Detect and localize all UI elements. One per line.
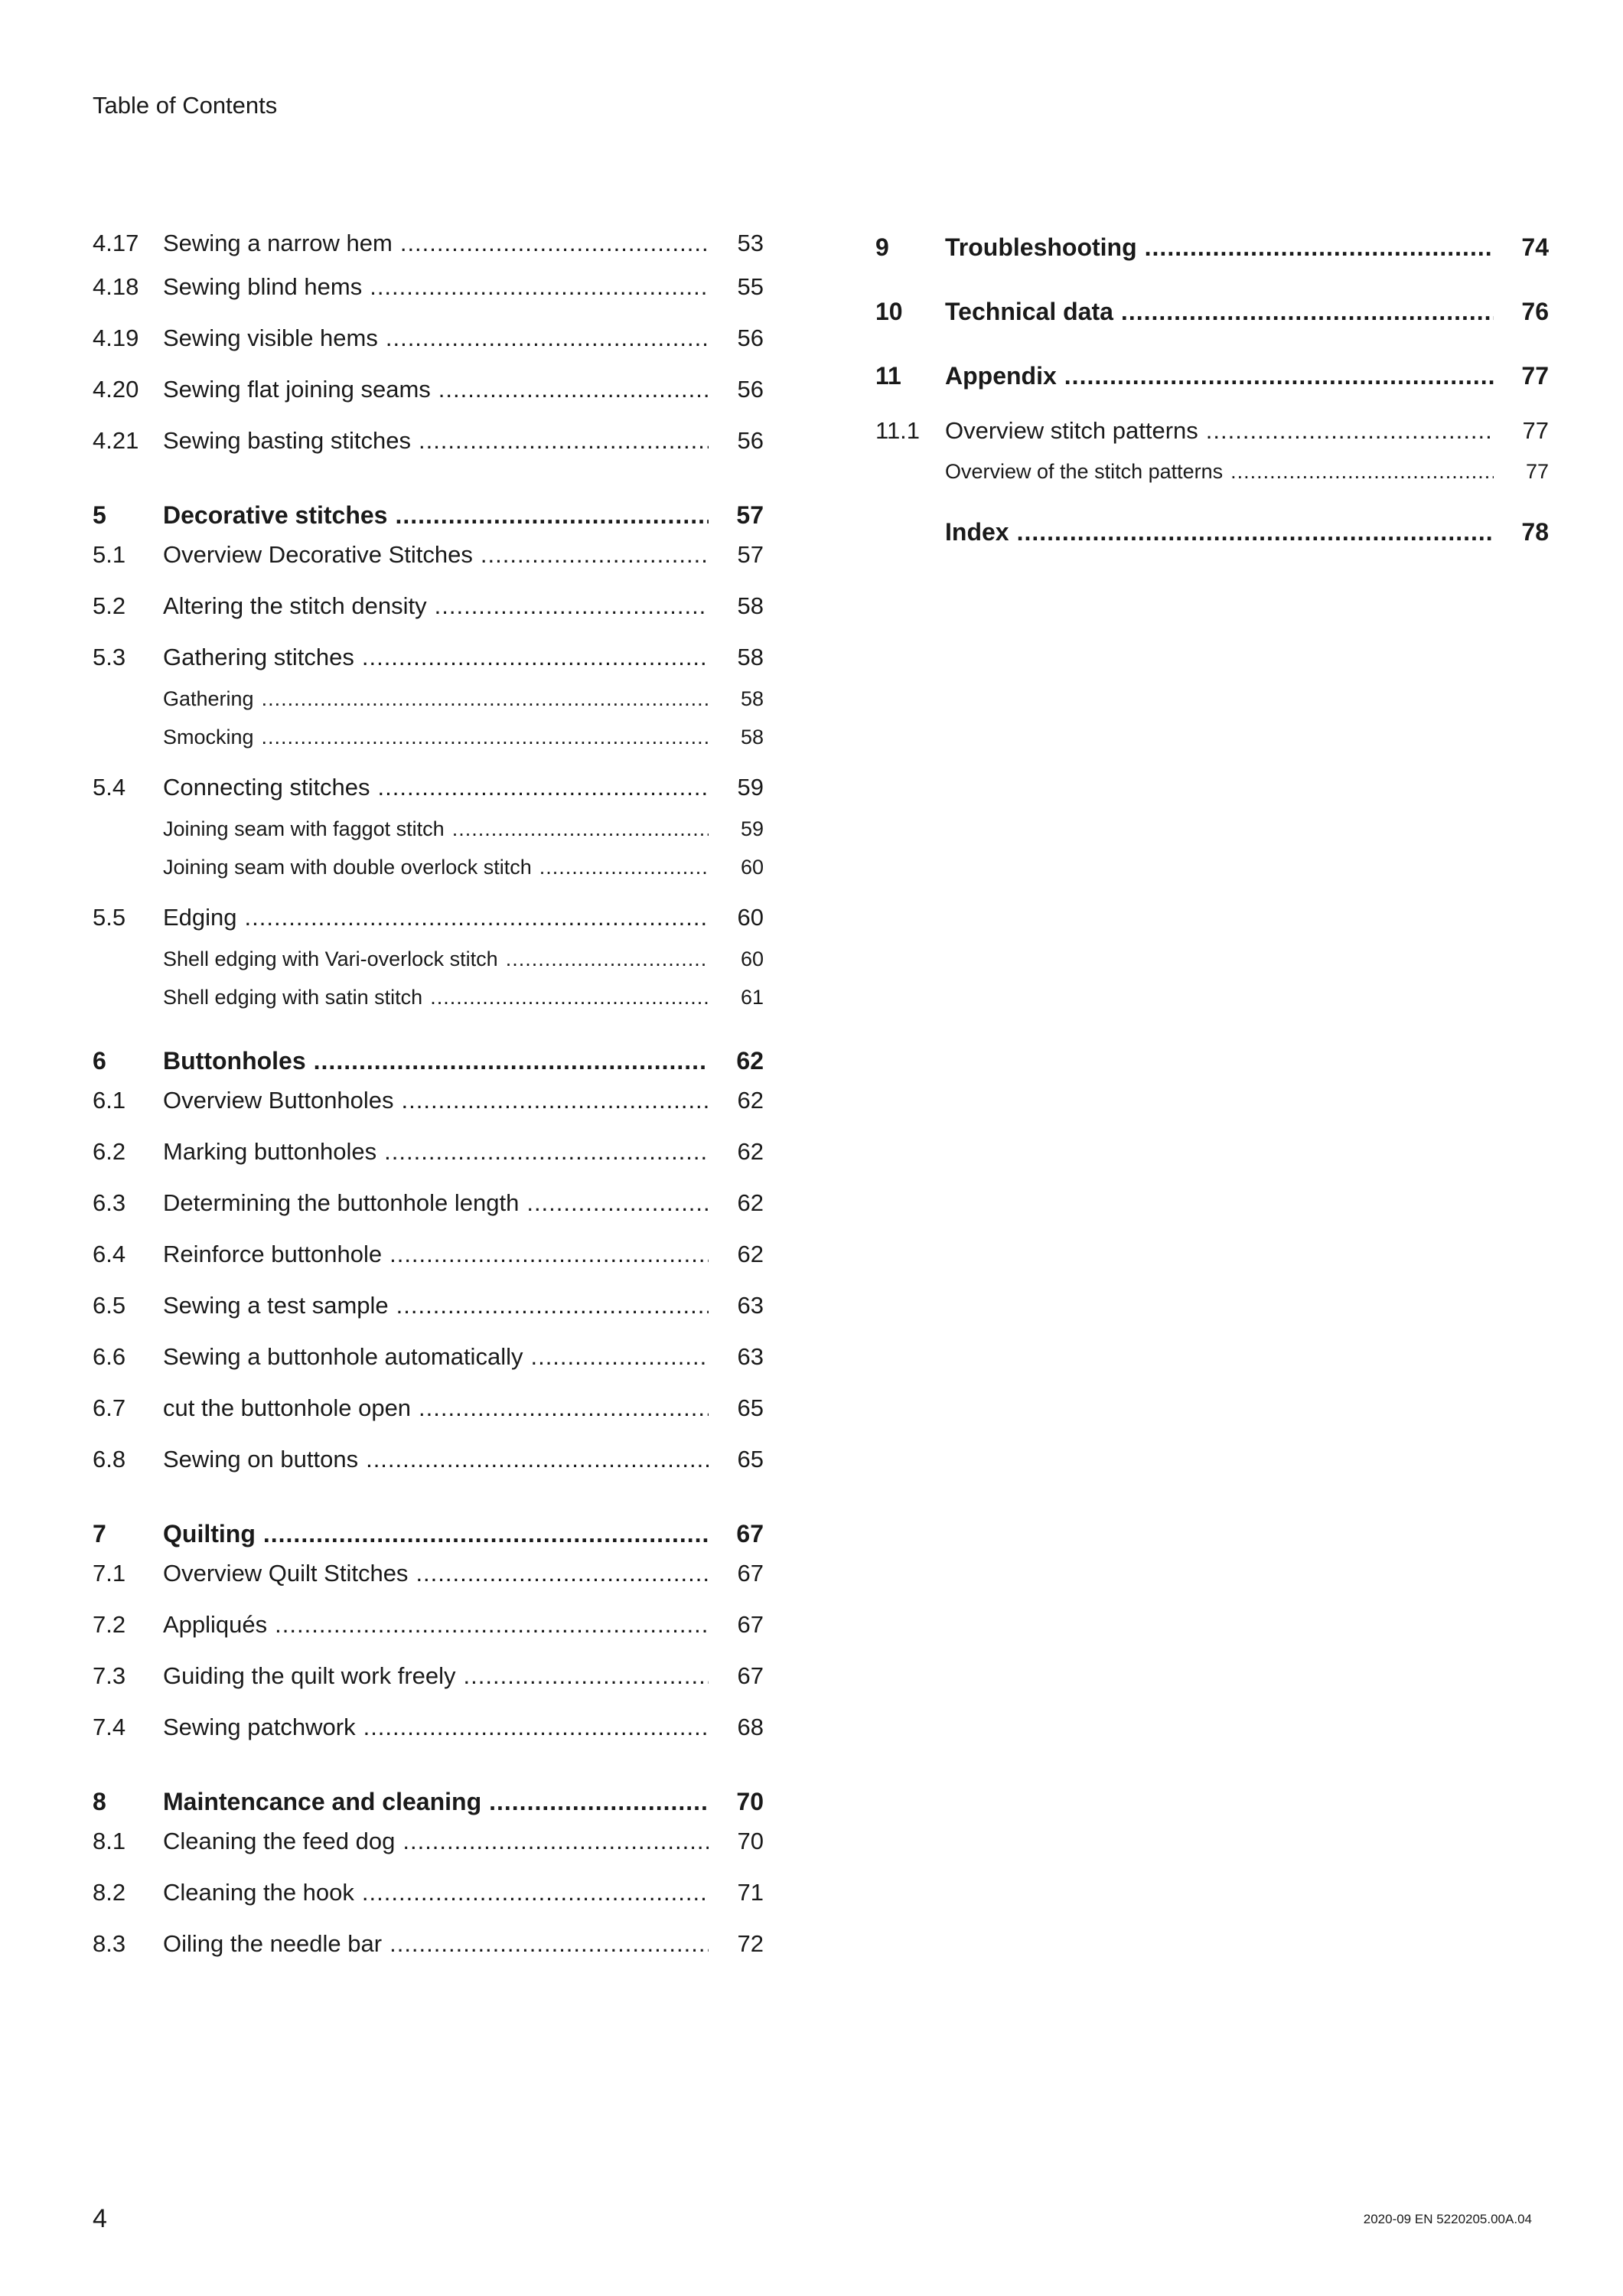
toc-entry-page: 55 [737, 273, 764, 300]
toc-section-entry[interactable] [875, 298, 1549, 362]
toc-entry-page: 57 [736, 501, 764, 529]
toc-entry-page: 58 [740, 687, 764, 710]
toc-entry-number: 5.1 [93, 541, 126, 568]
toc-entry-title: Troubleshooting [945, 233, 1137, 261]
toc-entry-title: Connecting stitches [163, 774, 370, 801]
toc-entry-page: 62 [736, 1047, 764, 1075]
toc-entry-page: 77 [1525, 460, 1549, 483]
toc-entry-page: 60 [740, 947, 764, 970]
dot-leader [430, 986, 709, 1009]
toc-entry[interactable] [93, 774, 764, 817]
dot-leader [245, 904, 709, 931]
toc-subentry[interactable] [93, 817, 764, 856]
toc-entry-number: 5.5 [93, 904, 126, 931]
dot-leader [362, 1879, 709, 1906]
toc-entry-page: 53 [737, 230, 764, 256]
dot-leader [389, 1930, 709, 1958]
toc-entry-title: Reinforce buttonhole [163, 1241, 383, 1267]
toc-entry-page: 72 [737, 1930, 764, 1957]
toc-entry-title: Guiding the quilt work freely [163, 1662, 456, 1689]
toc-entry-page: 74 [1521, 233, 1549, 261]
toc-entry-page: 77 [1521, 362, 1549, 390]
toc-entry-page: 67 [736, 1520, 764, 1548]
toc-right-column [875, 233, 1549, 582]
toc-entry-page: 63 [737, 1292, 764, 1319]
toc-entry-title: Appendix [945, 362, 1057, 390]
dot-leader [262, 687, 709, 711]
toc-entry-number: 6.6 [93, 1343, 126, 1370]
toc-entry[interactable] [93, 376, 764, 427]
toc-entry-title: Index [945, 518, 1009, 546]
toc-entry-page: 65 [737, 1446, 764, 1473]
dot-leader [530, 1343, 709, 1371]
dot-leader [262, 726, 709, 749]
dot-leader [363, 1714, 709, 1741]
toc-entry-page: 68 [737, 1714, 764, 1740]
toc-subentry[interactable] [93, 947, 764, 986]
toc-entry-title: Shell edging with satin stitch [163, 986, 423, 1009]
toc-section-entry[interactable] [93, 1765, 764, 1828]
toc-section-entry[interactable] [93, 1024, 764, 1087]
toc-subentry[interactable] [93, 726, 764, 774]
toc-entry[interactable] [875, 417, 1549, 460]
dot-leader [275, 1611, 709, 1639]
dot-leader [452, 817, 709, 841]
dot-leader [314, 1047, 709, 1075]
toc-entry-page: 67 [737, 1662, 764, 1689]
footer-page-number: 4 [93, 2204, 107, 2233]
toc-entry-page: 70 [736, 1788, 764, 1815]
toc-entry-title: Cleaning the feed dog [163, 1828, 396, 1854]
toc-entry[interactable] [93, 1087, 764, 1138]
toc-entry[interactable] [93, 1930, 764, 1981]
toc-entry-number: 8 [93, 1788, 106, 1815]
toc-entry-number: 4.18 [93, 273, 139, 300]
toc-section-entry[interactable] [875, 362, 1549, 417]
toc-entry-number: 6.5 [93, 1292, 126, 1319]
toc-subentry[interactable] [93, 986, 764, 1024]
toc-entry-number: 8.3 [93, 1930, 126, 1957]
toc-entry-page: 58 [737, 592, 764, 619]
dot-leader [366, 1446, 709, 1473]
toc-entry-title: Technical data [945, 298, 1113, 325]
toc-entry[interactable] [93, 1241, 764, 1292]
toc-entry-title: Joining seam with double overlock stitch [163, 856, 532, 879]
toc-entry-title: Joining seam with faggot stitch [163, 817, 445, 840]
toc-entry-number: 6.1 [93, 1087, 126, 1114]
toc-entry-page: 59 [737, 774, 764, 801]
toc-entry[interactable] [93, 644, 764, 687]
dot-leader [395, 501, 709, 530]
toc-entry-number: 6.8 [93, 1446, 126, 1473]
dot-leader [416, 1560, 709, 1587]
dot-leader [539, 856, 709, 879]
toc-entry-number: 8.2 [93, 1879, 126, 1906]
toc-entry-number: 4.20 [93, 376, 139, 403]
toc-entry-title: Sewing visible hems [163, 325, 378, 351]
toc-entry[interactable] [93, 904, 764, 947]
toc-entry-number: 5.3 [93, 644, 126, 670]
toc-entry-title: Altering the stitch density [163, 592, 427, 619]
toc-entry-title: Sewing a buttonhole automatically [163, 1343, 523, 1370]
dot-leader [400, 230, 709, 257]
toc-entry-number: 7.4 [93, 1714, 126, 1740]
toc-entry-page: 62 [737, 1087, 764, 1114]
dot-leader [378, 774, 709, 801]
toc-entry[interactable] [93, 427, 764, 478]
toc-subentry[interactable] [875, 460, 1549, 518]
toc-entry-page: 67 [737, 1560, 764, 1587]
toc-entry[interactable] [93, 1879, 764, 1930]
dot-leader [362, 644, 709, 671]
toc-entry-title: Sewing on buttons [163, 1446, 359, 1473]
dot-leader [419, 427, 709, 455]
toc-entry[interactable] [93, 541, 764, 592]
toc-entry-number: 4.21 [93, 427, 139, 454]
toc-entry-page: 58 [740, 726, 764, 748]
toc-section-entry[interactable] [875, 233, 1549, 298]
toc-entry[interactable] [93, 273, 764, 325]
dot-leader [419, 1394, 709, 1422]
toc-entry-number: 7.2 [93, 1611, 126, 1638]
toc-entry-page: 61 [740, 986, 764, 1009]
toc-entry-title: Sewing patchwork [163, 1714, 356, 1740]
toc-entry-page: 56 [737, 325, 764, 351]
toc-section-entry[interactable] [93, 478, 764, 541]
toc-entry-page: 63 [737, 1343, 764, 1370]
toc-entry-number: 4.17 [93, 230, 139, 256]
dot-leader [1017, 518, 1494, 546]
toc-entry-number: 6 [93, 1047, 106, 1075]
toc-entry-title: Determining the buttonhole length [163, 1189, 520, 1216]
toc-entry-page: 62 [737, 1189, 764, 1216]
toc-entry-page: 71 [737, 1879, 764, 1906]
toc-entry-number: 10 [875, 298, 903, 325]
toc-entry-title: Sewing a narrow hem [163, 230, 393, 256]
toc-entry-number: 6.7 [93, 1394, 126, 1421]
dot-leader [464, 1662, 709, 1690]
toc-entry-title: Overview Buttonholes [163, 1087, 394, 1114]
toc-entry[interactable] [93, 1560, 764, 1611]
toc-entry-title: Appliqués [163, 1611, 268, 1638]
toc-entry-page: 59 [740, 817, 764, 840]
toc-entry-title: Sewing a test sample [163, 1292, 389, 1319]
toc-entry-number: 5.2 [93, 592, 126, 619]
toc-entry-title: Buttonholes [163, 1047, 306, 1075]
dot-leader [402, 1087, 709, 1114]
toc-entry-title: Overview Quilt Stitches [163, 1560, 409, 1587]
dot-leader [1206, 417, 1494, 445]
toc-entry-page: 56 [737, 427, 764, 454]
toc-subentry[interactable] [93, 687, 764, 726]
toc-entry-page: 65 [737, 1394, 764, 1421]
toc-entry-number: 7 [93, 1520, 106, 1548]
toc-entry-number: 5 [93, 501, 106, 529]
dot-leader [526, 1189, 709, 1217]
dot-leader [506, 947, 709, 971]
dot-leader [386, 325, 709, 352]
toc-entry-title: Cleaning the hook [163, 1879, 354, 1906]
toc-entry-title: Sewing blind hems [163, 273, 363, 300]
dot-leader [435, 592, 709, 620]
toc-entry-page: 62 [737, 1138, 764, 1165]
toc-entry-number: 9 [875, 233, 889, 261]
toc-entry[interactable] [93, 1189, 764, 1241]
dot-leader [402, 1828, 709, 1855]
toc-entry-number: 6.4 [93, 1241, 126, 1267]
toc-entry[interactable] [93, 1292, 764, 1343]
dot-leader [389, 1241, 709, 1268]
dot-leader [384, 1138, 709, 1166]
toc-entry-title: Sewing flat joining seams [163, 376, 431, 403]
toc-entry[interactable] [93, 1611, 764, 1662]
dot-leader [263, 1520, 709, 1548]
dot-leader [1064, 362, 1494, 390]
toc-entry-page: 58 [737, 644, 764, 670]
dot-leader [481, 541, 709, 569]
toc-entry-page: 76 [1521, 298, 1549, 325]
toc-entry[interactable] [93, 592, 764, 644]
toc-entry-title: Edging [163, 904, 237, 931]
toc-entry-title: Shell edging with Vari-overlock stitch [163, 947, 498, 970]
dot-leader [489, 1788, 709, 1816]
toc-entry-number: 5.4 [93, 774, 126, 801]
toc-entry-number: 7.3 [93, 1662, 126, 1689]
dot-leader [1121, 298, 1494, 326]
toc-index-entry[interactable] [875, 518, 1549, 582]
toc-entry[interactable] [93, 1394, 764, 1446]
toc-entry-title: Gathering stitches [163, 644, 354, 670]
page-header-title: Table of Contents [93, 92, 278, 119]
toc-entry[interactable] [93, 1828, 764, 1879]
toc-entry[interactable] [93, 1714, 764, 1765]
toc-left-column [93, 230, 764, 1981]
toc-entry[interactable] [93, 1138, 764, 1189]
toc-entry-page: 67 [737, 1611, 764, 1638]
toc-entry-title: Gathering [163, 687, 254, 710]
dot-leader [396, 1292, 709, 1319]
toc-entry-title: Maintencance and cleaning [163, 1788, 482, 1815]
toc-entry[interactable] [93, 1343, 764, 1394]
toc-entry-number: 4.19 [93, 325, 139, 351]
toc-subentry[interactable] [93, 856, 764, 904]
toc-entry-page: 77 [1522, 417, 1549, 444]
toc-entry-number: 7.1 [93, 1560, 126, 1587]
toc-entry-number: 11 [875, 362, 901, 390]
toc-entry[interactable] [93, 1446, 764, 1497]
toc-entry-page: 78 [1521, 518, 1549, 546]
toc-entry-title: Decorative stitches [163, 501, 388, 529]
dot-leader [1145, 233, 1494, 262]
toc-entry-title: Quilting [163, 1520, 256, 1548]
toc-entry[interactable] [93, 1662, 764, 1714]
toc-entry-number: 6.3 [93, 1189, 126, 1216]
toc-entry-number: 11.1 [875, 417, 921, 444]
toc-entry-page: 62 [737, 1241, 764, 1267]
toc-entry-number: 8.1 [93, 1828, 126, 1854]
toc-entry-title: Overview of the stitch patterns [945, 460, 1224, 483]
toc-entry-title: Smocking [163, 726, 254, 748]
toc-entry[interactable] [93, 325, 764, 376]
toc-entry[interactable] [93, 230, 764, 273]
toc-entry-title: Oiling the needle bar [163, 1930, 383, 1957]
dot-leader [370, 273, 709, 301]
footer-document-code: 2020-09 EN 5220205.00A.04 [1363, 2212, 1532, 2226]
toc-entry-title: cut the buttonhole open [163, 1394, 412, 1421]
toc-entry-page: 56 [737, 376, 764, 403]
toc-entry-number: 6.2 [93, 1138, 126, 1165]
dot-leader [1230, 460, 1494, 484]
toc-entry-title: Overview stitch patterns [945, 417, 1198, 444]
toc-entry-page: 60 [737, 904, 764, 931]
toc-entry-page: 60 [740, 856, 764, 879]
toc-entry-page: 70 [737, 1828, 764, 1854]
dot-leader [438, 376, 709, 403]
toc-entry-title: Marking buttonholes [163, 1138, 377, 1165]
toc-entry-page: 57 [737, 541, 764, 568]
toc-section-entry[interactable] [93, 1497, 764, 1560]
toc-entry-title: Overview Decorative Stitches [163, 541, 473, 568]
toc-entry-title: Sewing basting stitches [163, 427, 411, 454]
